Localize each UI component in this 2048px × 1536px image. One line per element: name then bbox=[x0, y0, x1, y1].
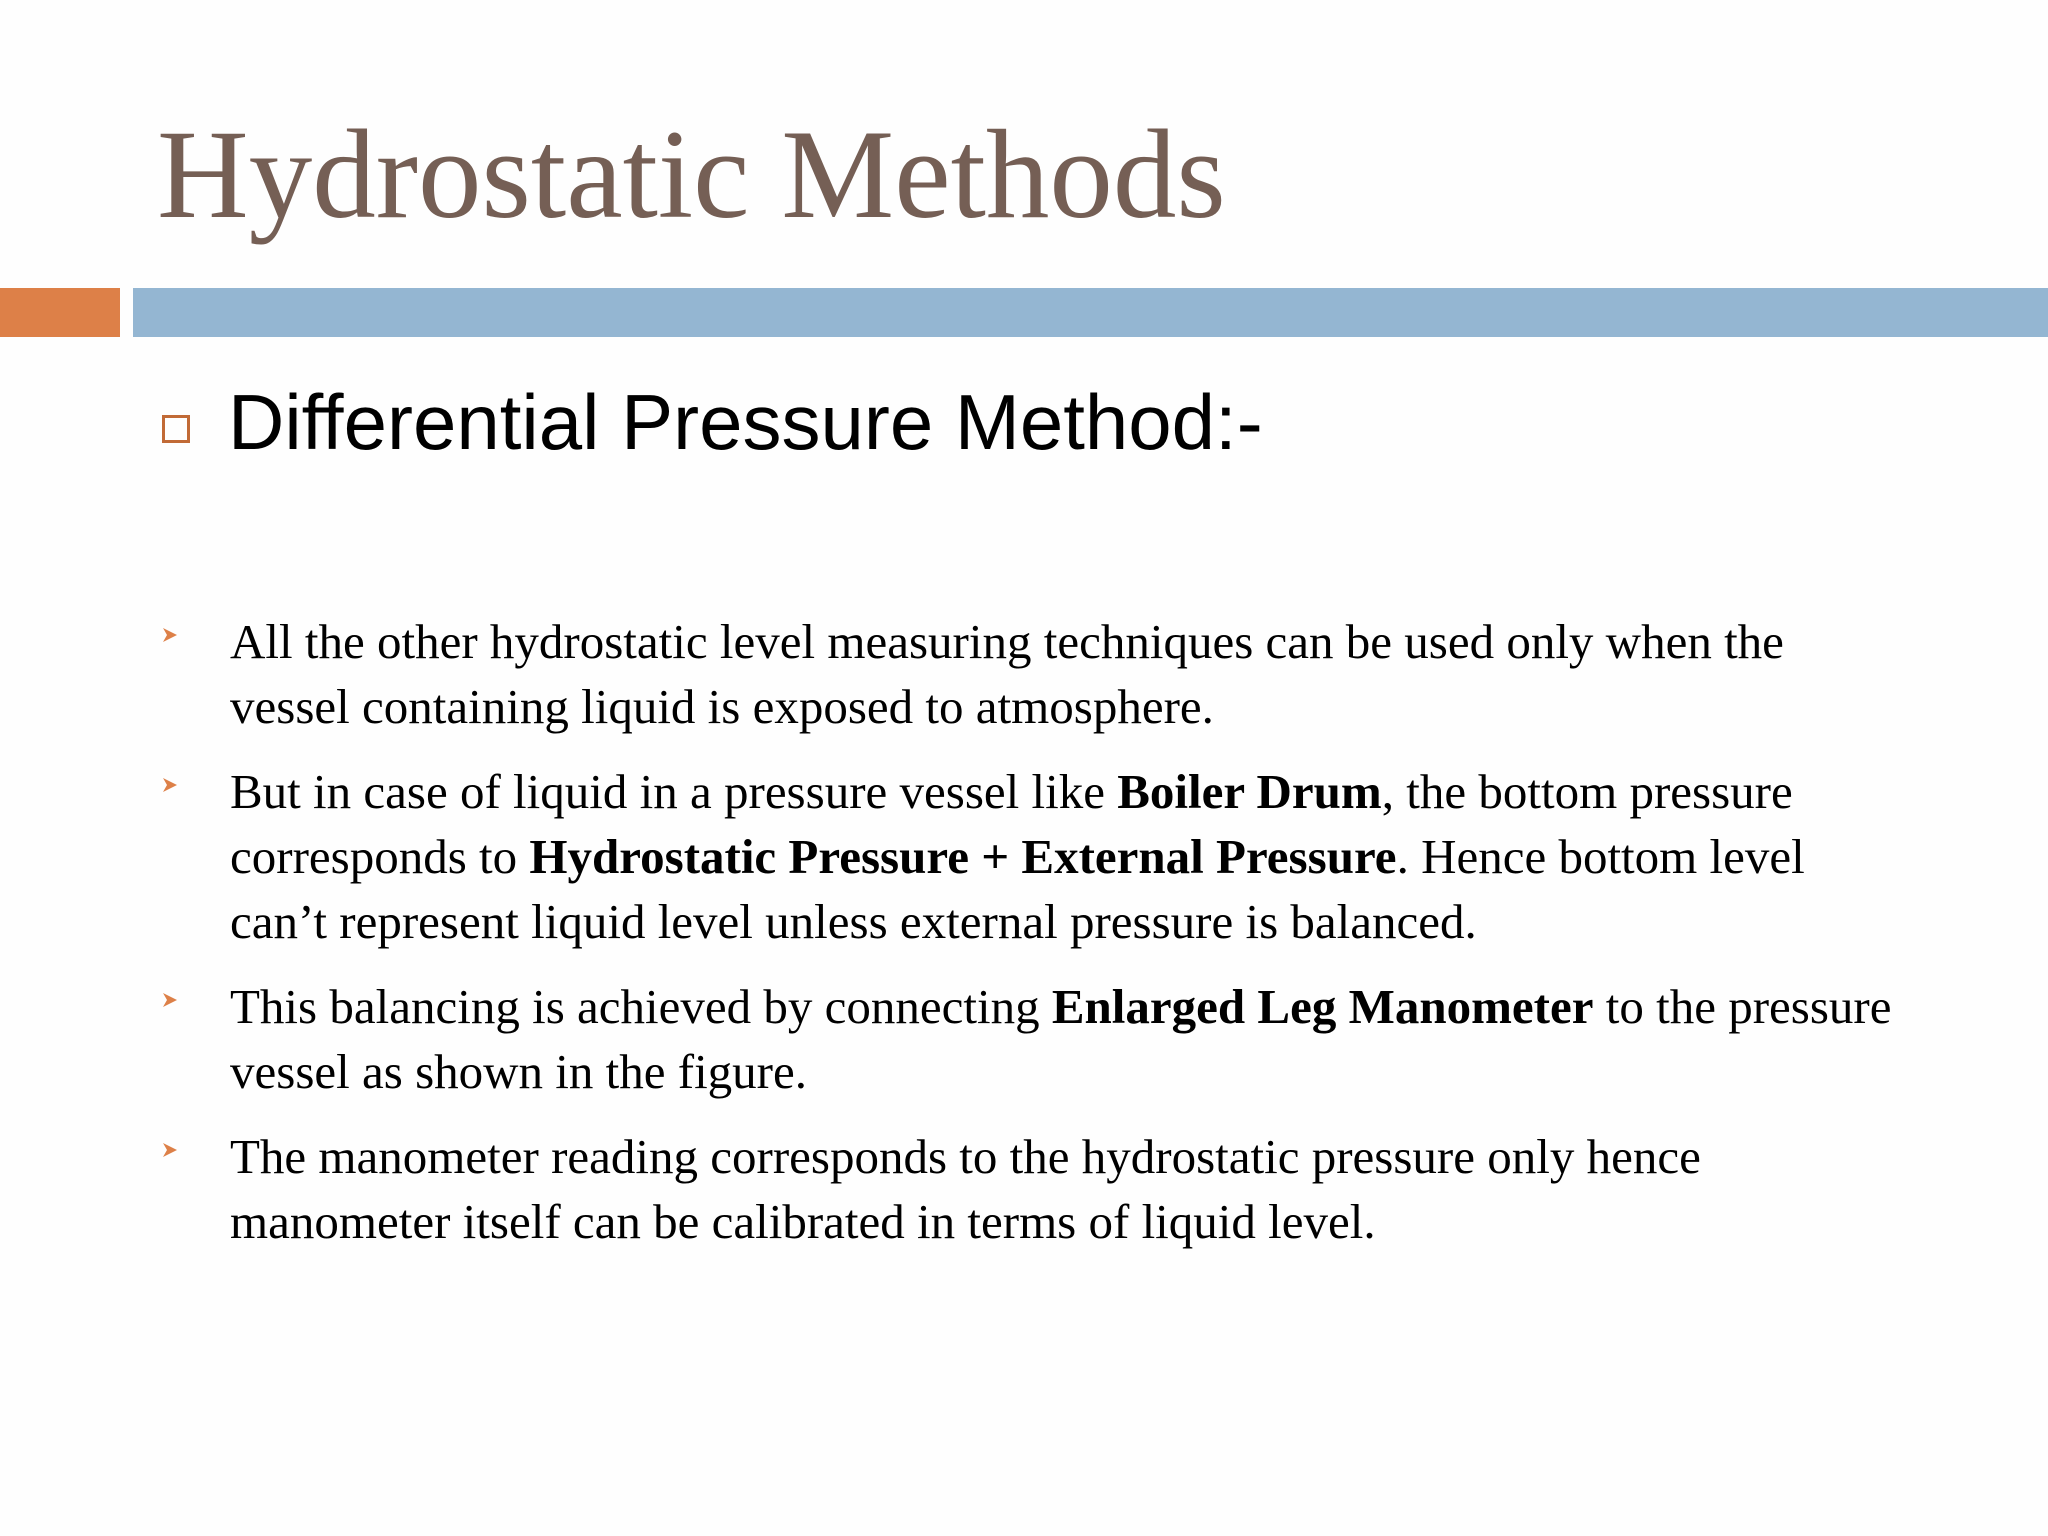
bullet-text: . Hence bottom level can’t represent liquid level unless external pressure is balanced. bbox=[230, 829, 1805, 949]
bullet-list bbox=[157, 609, 1897, 1274]
slide-title: Hydrostatic Methods bbox=[157, 105, 1226, 245]
bullet-text: This balancing is achieved by connecting bbox=[230, 979, 1052, 1034]
bullet-text: All the other hydrostatic level measuring techniques can be used only when the vessel containing liquid is exposed to atmosphere. bbox=[230, 614, 1784, 734]
bullet-point bbox=[157, 759, 1897, 954]
section-header bbox=[162, 372, 1263, 472]
bullet-point bbox=[157, 609, 1897, 739]
square-bullet-icon bbox=[162, 415, 190, 443]
bullet-emphasis: Hydrostatic Pressure + External Pressure bbox=[529, 829, 1397, 884]
section-heading: Differential Pressure Method:- bbox=[228, 378, 1263, 466]
bullet-text: to the pressure vessel as shown in the figure. bbox=[230, 979, 1892, 1099]
bullet-text: But in case of liquid in a pressure vessel like bbox=[230, 764, 1118, 819]
bullet-text: The manometer reading corresponds to the hydrostatic pressure only hence manometer itself can be calibrated in terms of liquid level. bbox=[230, 1129, 1701, 1249]
bullet-point bbox=[157, 974, 1897, 1104]
title-divider-bar bbox=[133, 288, 2048, 337]
bullet-emphasis: Enlarged Leg Manometer bbox=[1051, 979, 1594, 1034]
title-accent-bar bbox=[0, 288, 120, 337]
bullet-emphasis: Boiler Drum bbox=[1117, 764, 1382, 819]
bullet-text: , the bottom pressure corresponds to bbox=[230, 764, 1793, 884]
bullet-point bbox=[157, 1124, 1897, 1254]
